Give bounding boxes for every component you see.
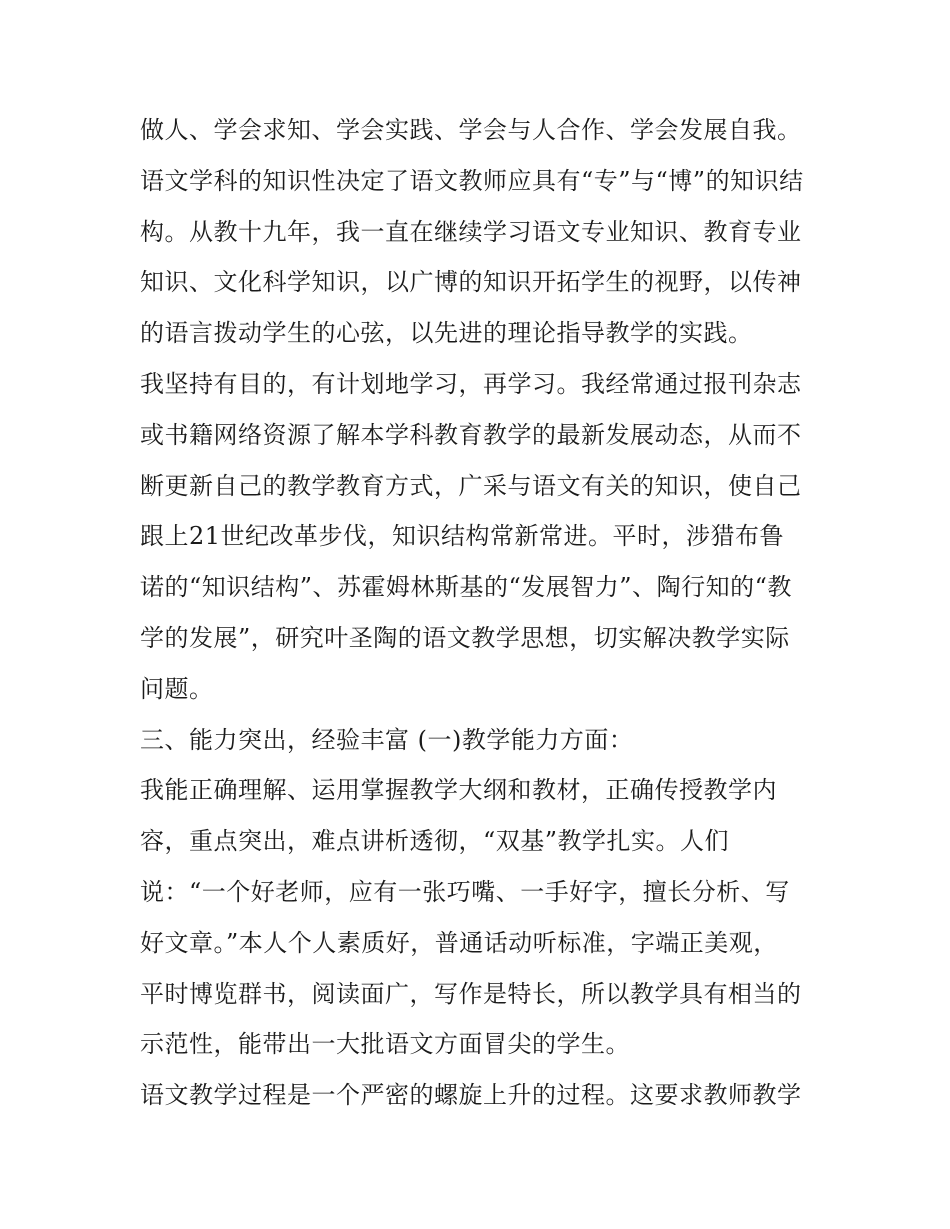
section-heading: 三、能力突出，经验丰富 (一)教学能力方面：: [140, 725, 634, 754]
text-line: 好文章。”本人个人素质好，普通话动听标准，字端正美观，: [140, 928, 778, 957]
document-body: [140, 105, 830, 1121]
text-line: 断更新自己的教学教育方式，广采与语文有关的知识，使自己: [140, 471, 802, 500]
text-line: 示范性，能带出一大批语文方面冒尖的学生。: [140, 1030, 630, 1059]
text-line: 容，重点突出，难点讲析透彻，“双基”教学扎实。人们: [140, 827, 730, 856]
text-line: 问题。: [140, 674, 214, 703]
text-line: 或书籍网络资源了解本学科教育教学的最新发展动态，从而不: [140, 420, 802, 449]
text-line: 知识、文化科学知识，以广博的知识开拓学生的视野，以传神: [140, 268, 802, 297]
text-line: 构。从教十九年，我一直在继续学习语文专业知识、教育专业: [140, 217, 802, 246]
text-line: 语文学科的知识性决定了语文教师应具有“专”与“博”的知识结: [140, 166, 804, 195]
text-line: 平时博览群书，阅读面广，写作是特长，所以教学具有相当的: [140, 979, 802, 1008]
text-line: 我能正确理解、运用掌握教学大纲和教材，正确传授教学内: [140, 776, 777, 805]
text-line: 跟上21世纪改革步伐，知识结构常新常进。平时，涉猎布鲁: [140, 522, 785, 551]
text-line: 做人、学会求知、学会实践、学会与人合作、学会发展自我。: [140, 116, 802, 144]
text-line: 学的发展”，研究叶圣陶的语文教学思想，切实解决教学实际: [140, 623, 790, 652]
text-line: 诺的“知识结构”、苏霍姆林斯基的“发展智力”、陶行知的“教: [140, 573, 792, 602]
text-line: 我坚持有目的，有计划地学习，再学习。我经常通过报刊杂志: [140, 369, 802, 398]
text-line: 说：“一个好老师，应有一张巧嘴、一手好字，擅长分析、写: [140, 877, 790, 906]
text-line: 语文教学过程是一个严密的螺旋上升的过程。这要求教师教学: [140, 1081, 802, 1110]
text-line: 的语言拨动学生的心弦，以先进的理论指导教学的实践。: [140, 319, 753, 348]
